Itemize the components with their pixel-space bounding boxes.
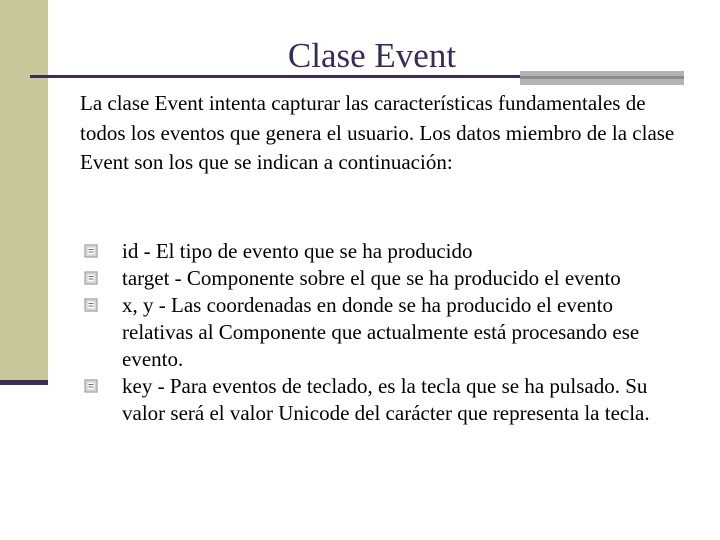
slide-title: Clase Event bbox=[287, 36, 457, 75]
title-underline-gray-line bbox=[520, 76, 684, 79]
page-bullet-icon bbox=[84, 298, 98, 312]
list-item bbox=[84, 373, 684, 427]
list-item bbox=[84, 265, 684, 292]
list-item bbox=[84, 292, 684, 373]
page-bullet-icon bbox=[84, 244, 98, 258]
bullet-list bbox=[84, 238, 684, 427]
page-bullet-icon bbox=[84, 379, 98, 393]
bullet-text-target: target - Componente sobre el que se ha producido el evento bbox=[122, 266, 621, 290]
page-bullet-icon bbox=[84, 271, 98, 285]
title-underline-dark bbox=[30, 75, 520, 78]
list-item bbox=[84, 238, 684, 265]
bullet-text-key: key - Para eventos de teclado, es la tecla que se ha pulsado. Su valor será el valor Unicode del carácter que representa la tecla. bbox=[122, 374, 650, 425]
intro-paragraph: La clase Event intenta capturar las características fundamentales de todos los eventos que genera el usuario. Los datos miembro de la clase Event son los que se indican a continuación: bbox=[80, 91, 675, 174]
bullet-text-id: id - El tipo de evento que se ha producido bbox=[122, 239, 473, 263]
bullet-text-coordinates: x, y - Las coordenadas en donde se ha producido el evento relativas al Componente que actualmente está procesando ese evento. bbox=[122, 293, 640, 371]
decorative-left-band bbox=[0, 0, 48, 385]
left-band-accent-rule bbox=[0, 380, 48, 385]
